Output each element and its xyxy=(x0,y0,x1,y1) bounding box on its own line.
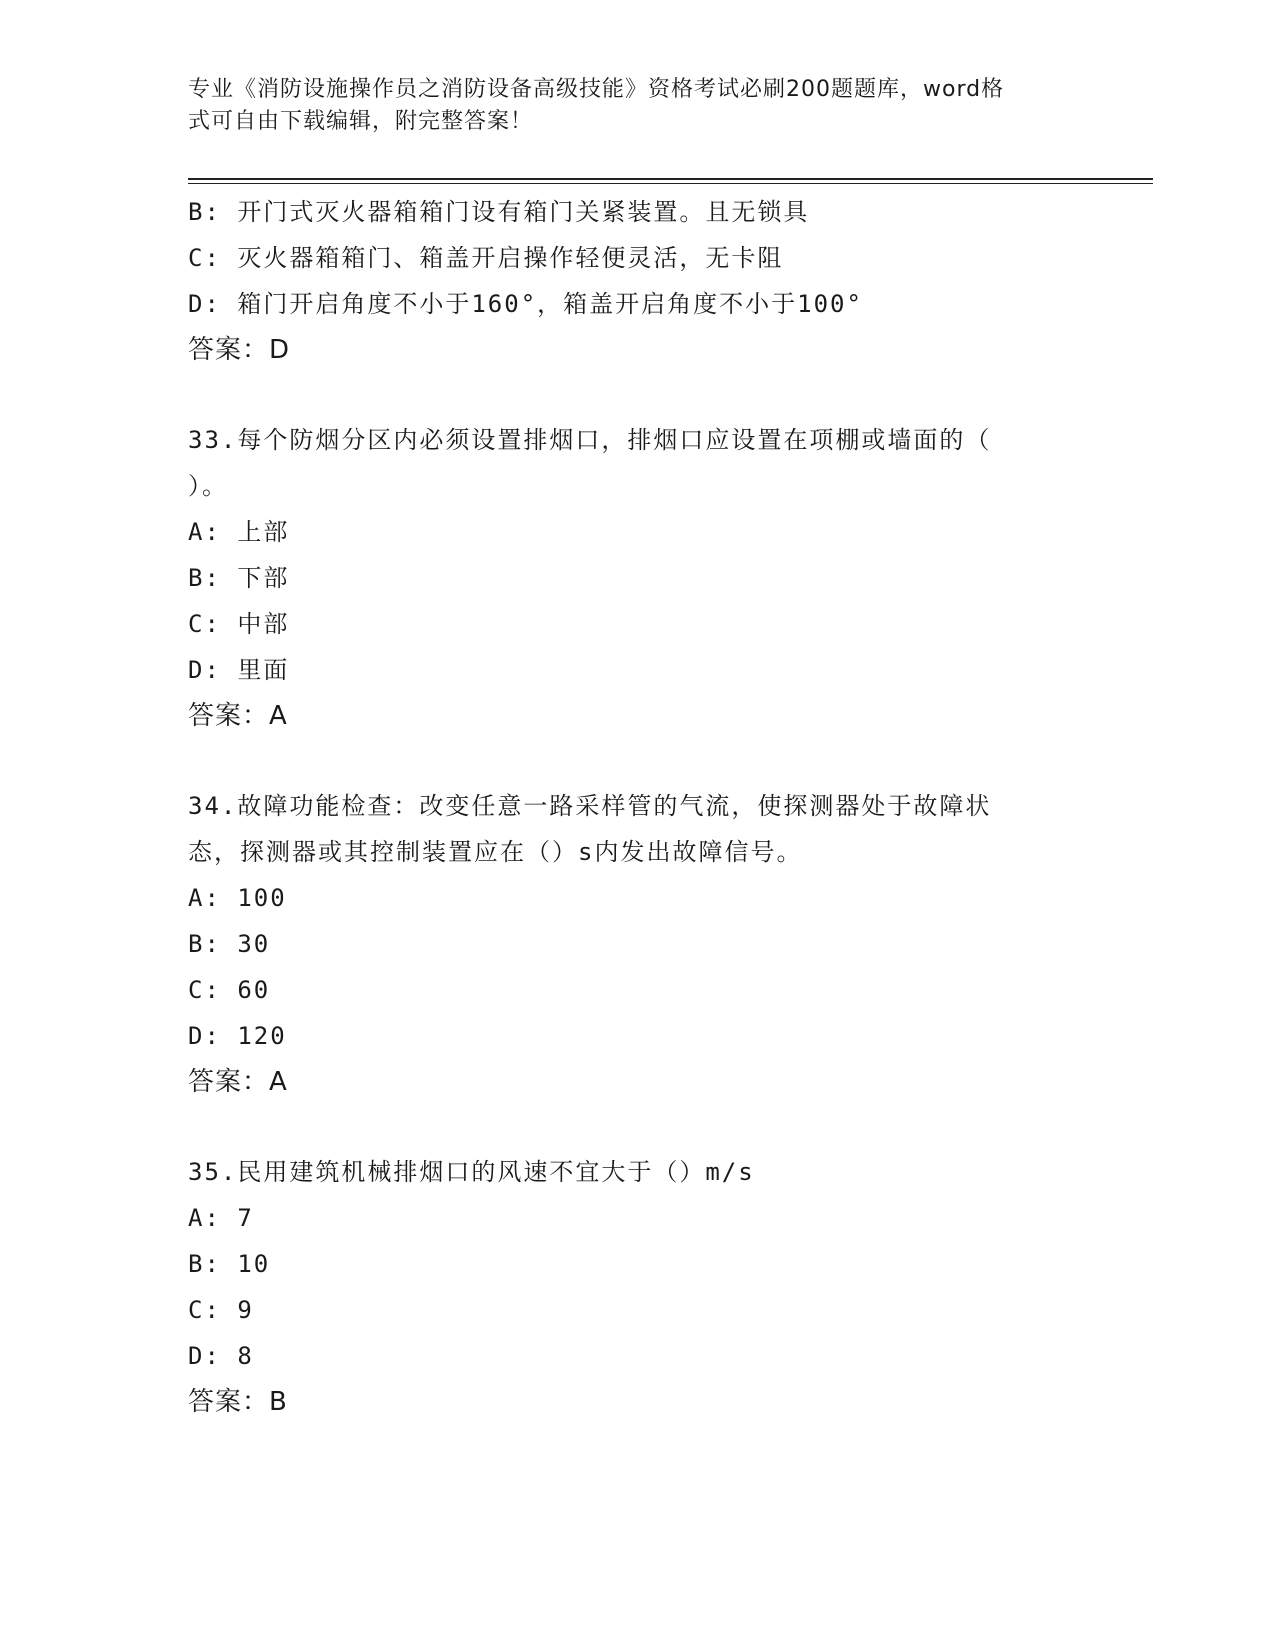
option-c: C: 60 xyxy=(188,976,271,1004)
spacer xyxy=(188,1105,1088,1149)
question-34 xyxy=(188,783,1088,1105)
answer: 答案：B xyxy=(188,1387,288,1417)
option-d: D: 8 xyxy=(188,1342,254,1370)
question-stem-line-1: 35.民用建筑机械排烟口的风速不宜大于（）m/s xyxy=(188,1158,755,1186)
answer: 答案：A xyxy=(188,701,288,731)
document-header xyxy=(188,74,1068,138)
question-32-tail xyxy=(188,189,1088,373)
question-stem-line-1: 34.故障功能检查：改变任意一路采样管的气流，使探测器处于故障状 xyxy=(188,792,992,820)
spacer xyxy=(188,739,1088,783)
header-title-line-2: 式可自由下载编辑，附完整答案！ xyxy=(188,109,534,134)
question-35 xyxy=(188,1149,1088,1425)
question-33 xyxy=(188,417,1088,739)
option-b: B: 开门式灭火器箱箱门设有箱门关紧装置。且无锁具 xyxy=(188,198,810,226)
option-b: B: 30 xyxy=(188,930,271,958)
spacer xyxy=(188,373,1088,417)
option-a: A: 100 xyxy=(188,884,287,912)
option-c: C: 灭火器箱箱门、箱盖开启操作轻便灵活，无卡阻 xyxy=(188,244,784,272)
option-d: D: 箱门开启角度不小于160°，箱盖开启角度不小于100° xyxy=(188,290,863,318)
question-stem-line-2: 态，探测器或其控制装置应在（）s内发出故障信号。 xyxy=(188,838,803,866)
question-list xyxy=(188,189,1088,1425)
option-d: D: 里面 xyxy=(188,656,290,684)
question-stem-line-1: 33.每个防烟分区内必须设置排烟口，排烟口应设置在项棚或墙面的（ xyxy=(188,426,992,454)
question-stem-line-2: ）。 xyxy=(188,472,228,500)
option-b: B: 10 xyxy=(188,1250,271,1278)
header-divider-thin xyxy=(188,183,1153,184)
option-a: A: 上部 xyxy=(188,518,290,546)
answer: 答案：D xyxy=(188,335,291,365)
answer: 答案：A xyxy=(188,1067,288,1097)
option-c: C: 9 xyxy=(188,1296,254,1324)
header-title-line-1: 专业《消防设施操作员之消防设备高级技能》资格考试必刷200题题库，word格 xyxy=(188,77,1005,102)
option-a: A: 7 xyxy=(188,1204,254,1232)
option-b: B: 下部 xyxy=(188,564,290,592)
option-c: C: 中部 xyxy=(188,610,290,638)
option-d: D: 120 xyxy=(188,1022,287,1050)
header-divider-thick xyxy=(188,178,1153,180)
